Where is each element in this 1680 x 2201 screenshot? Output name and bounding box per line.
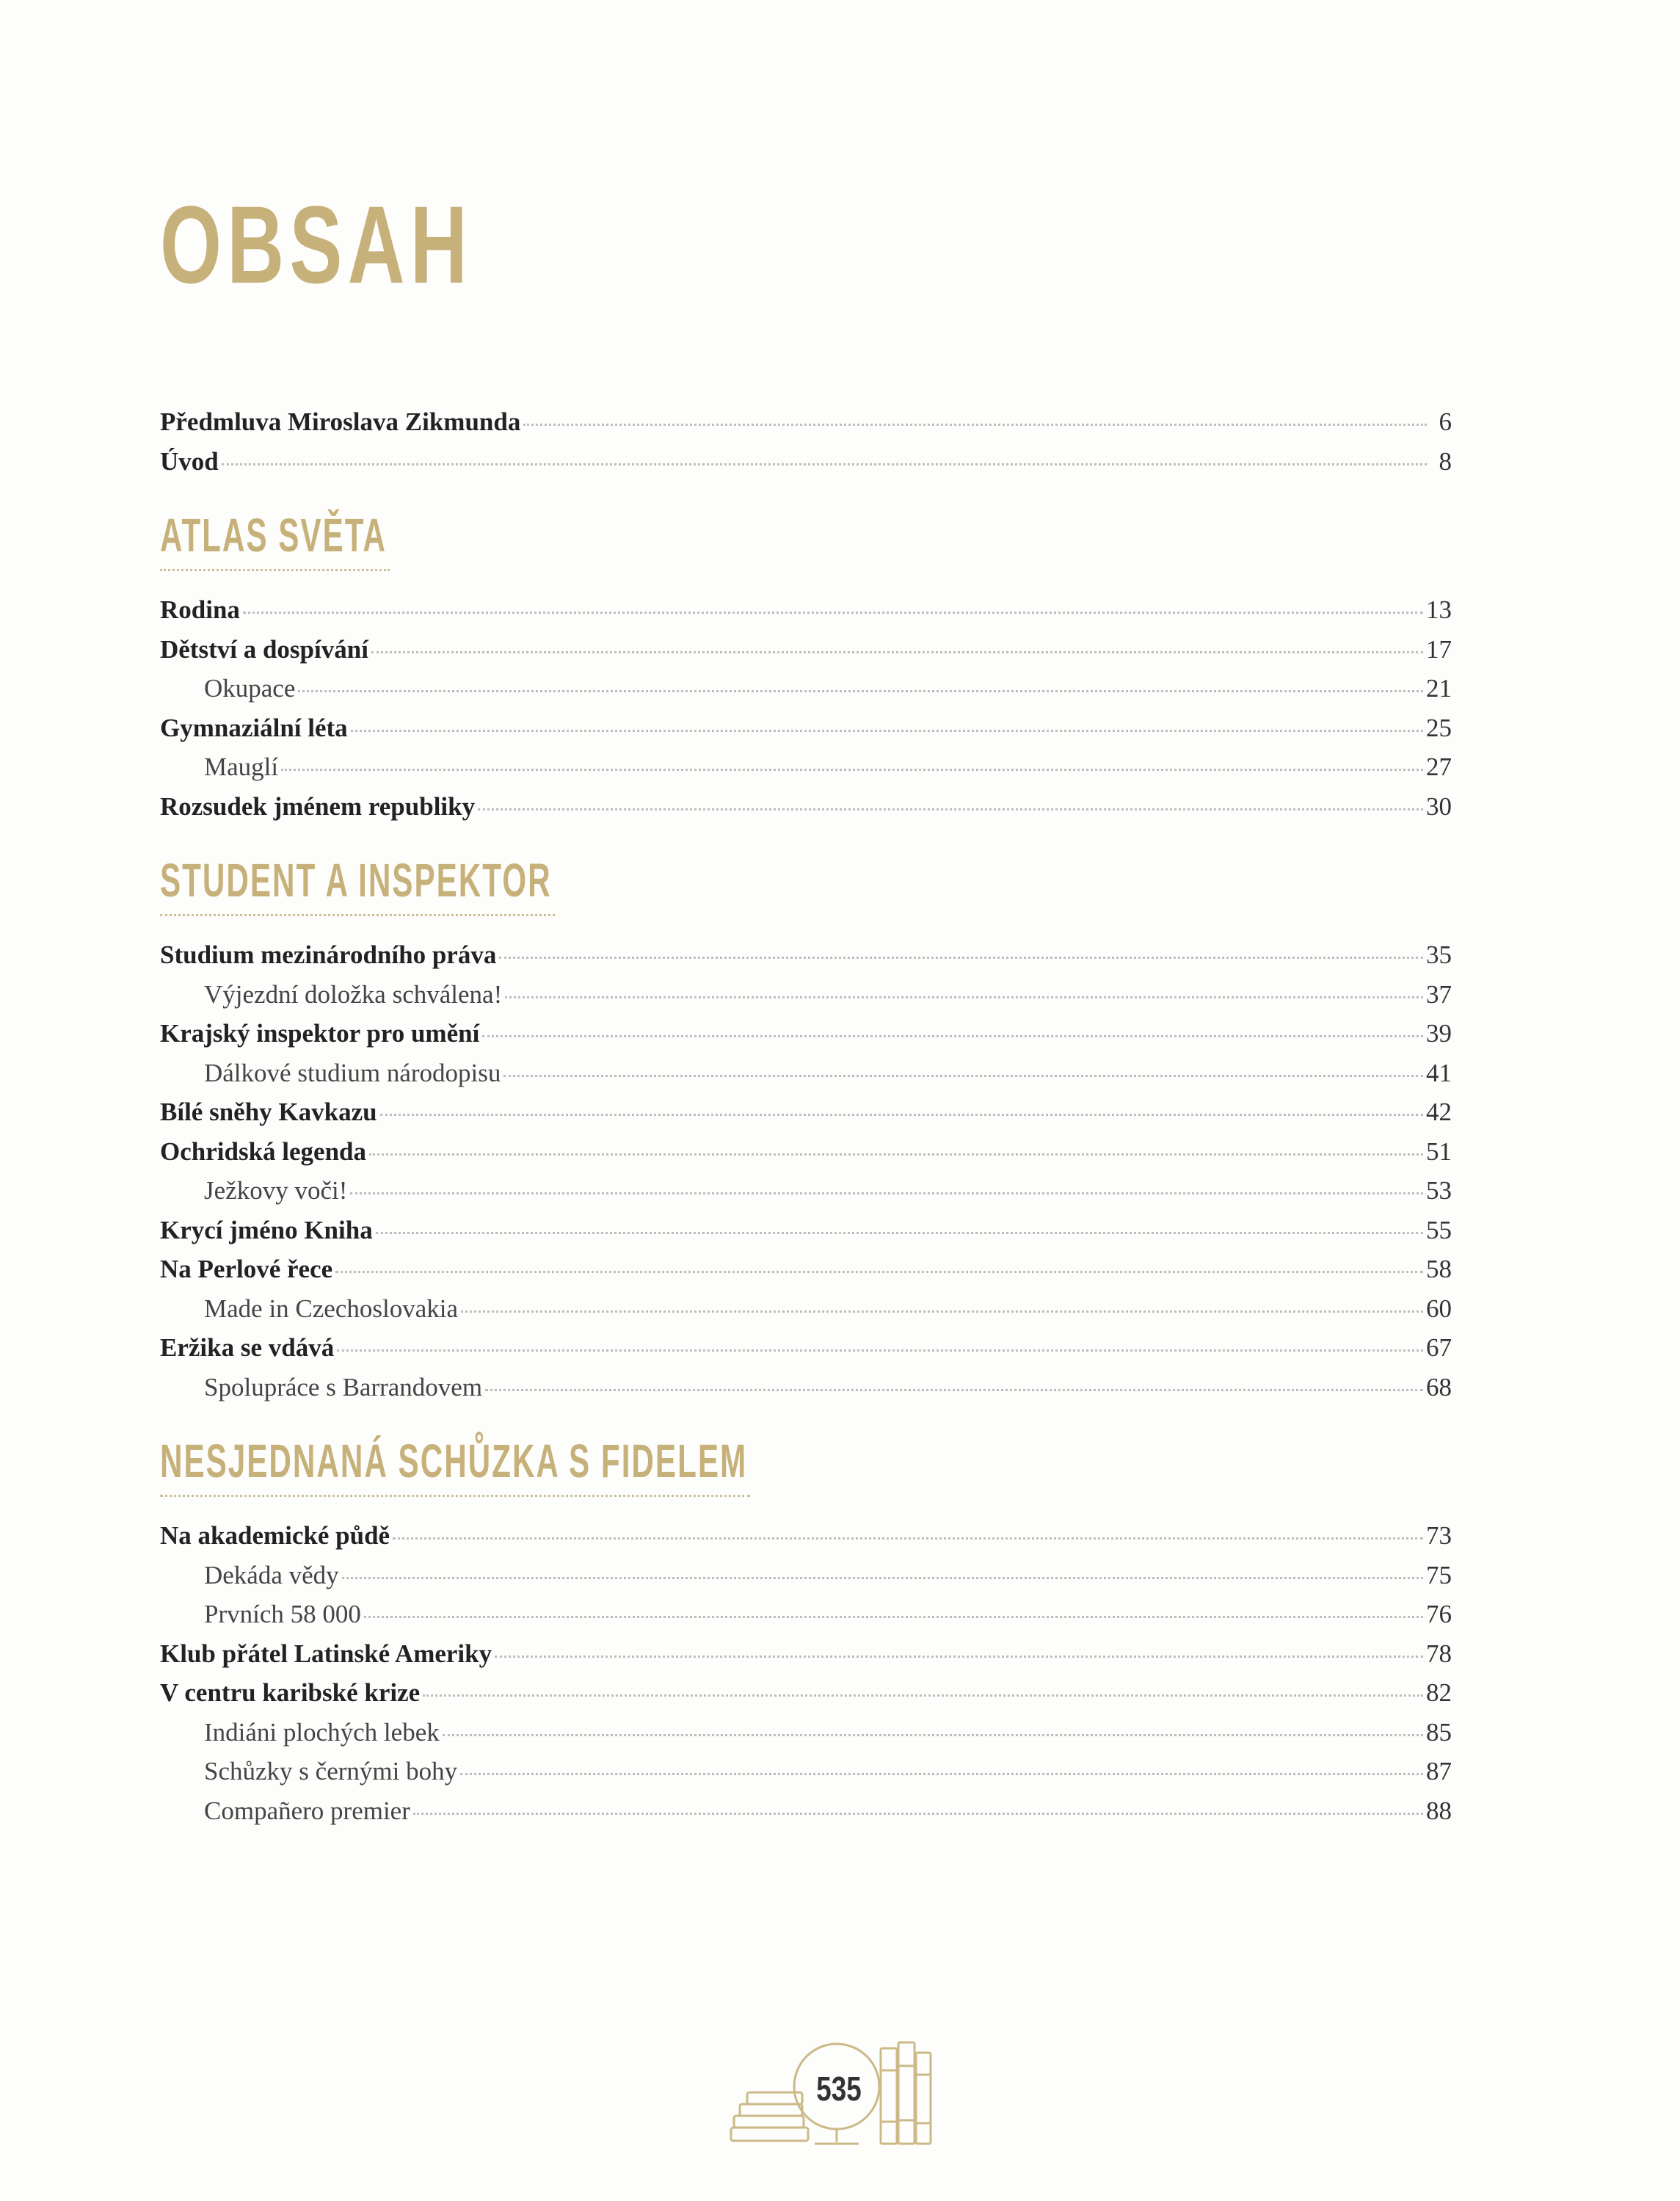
dot-leader [499, 957, 1423, 959]
dot-leader [523, 424, 1427, 426]
toc-entry-title: Bílé sněhy Kavkazu [160, 1098, 377, 1126]
dot-leader [351, 730, 1423, 732]
toc-entry-page: 73 [1426, 1521, 1452, 1550]
section-title: STUDENT A INSPEKTOR [160, 854, 552, 907]
section-header [160, 1435, 1452, 1497]
page-number: 535 [816, 2070, 862, 2108]
toc-entry-page: 75 [1426, 1560, 1452, 1589]
toc-entry[interactable] [160, 1556, 1452, 1595]
toc-entry[interactable] [160, 1171, 1452, 1211]
toc-entry-title: Výjezdní doložka schválena! [204, 979, 503, 1009]
toc-entry-title: Indiáni plochých lebek [204, 1717, 440, 1747]
section-title: NESJEDNANÁ SCHŮZKA S FIDELEM [160, 1435, 748, 1487]
toc-entry[interactable] [160, 1250, 1452, 1289]
toc-entry-page: 27 [1426, 753, 1452, 781]
dot-leader [371, 651, 1423, 653]
dot-leader [376, 1232, 1423, 1234]
section-header [160, 854, 1452, 916]
toc-entry[interactable] [160, 669, 1452, 708]
toc-entry[interactable] [160, 1132, 1452, 1172]
toc-entry-title: Spolupráce s Barrandovem [204, 1372, 483, 1402]
toc-entry-page: 55 [1426, 1215, 1452, 1244]
toc-entry-title: Okupace [204, 674, 296, 703]
toc-entry-title: Mauglí [204, 753, 279, 781]
section-title: ATLAS SVĚTA [160, 509, 387, 562]
toc-entry-page: 30 [1426, 791, 1452, 821]
toc-entry-page: 37 [1426, 979, 1452, 1009]
toc-entry-page: 25 [1426, 713, 1452, 742]
dot-leader [337, 1349, 1423, 1352]
toc-entry-title: Prvních 58 000 [204, 1600, 361, 1628]
dot-leader [364, 1616, 1423, 1618]
toc-entry-title: Krycí jméno Kniha [160, 1215, 373, 1244]
toc-entry-title: Ochridská legenda [160, 1136, 367, 1166]
toc-entry-page: 39 [1426, 1019, 1452, 1048]
dot-leader [342, 1577, 1423, 1579]
toc-entry-title: Na Perlové řece [160, 1255, 333, 1283]
toc-entry[interactable] [160, 1595, 1452, 1634]
dot-leader [505, 996, 1423, 998]
dot-leader [380, 1114, 1423, 1116]
toc-entry-page: 88 [1426, 1796, 1452, 1825]
toc-entry-page: 60 [1426, 1294, 1452, 1323]
dot-leader [423, 1694, 1423, 1697]
dot-leader [495, 1656, 1423, 1658]
toc-entry-page: 35 [1426, 940, 1452, 969]
toc-entry[interactable] [160, 787, 1452, 827]
toc-entry-page: 82 [1426, 1678, 1452, 1707]
toc-entry-title: Ježkovy voči! [204, 1176, 348, 1205]
toc-entry-title: Compañero premier [204, 1796, 410, 1825]
toc-entry-page: 68 [1426, 1372, 1452, 1402]
toc-entry-page: 42 [1426, 1098, 1452, 1126]
toc-entry-title: Dálkové studium národopisu [204, 1058, 501, 1087]
toc-entry-page: 53 [1426, 1176, 1452, 1205]
toc-entry-title: Schůzky s černými bohy [204, 1757, 458, 1785]
toc-entry-page: 13 [1426, 595, 1452, 624]
toc-entry[interactable] [160, 1673, 1452, 1713]
toc-entry-title: Made in Czechoslovakia [204, 1294, 459, 1323]
toc-entry-page: 78 [1426, 1639, 1452, 1668]
toc-entry-title: Gymnaziální léta [160, 713, 348, 742]
toc-entry[interactable] [160, 1791, 1452, 1831]
toc-entry-page: 8 [1439, 446, 1452, 476]
toc-entry[interactable] [160, 1014, 1452, 1054]
dot-leader [478, 808, 1423, 811]
toc-entry-title: Eržika se vdává [160, 1333, 335, 1362]
toc-entry[interactable] [160, 630, 1452, 670]
dot-leader [281, 769, 1423, 771]
dot-leader [298, 690, 1423, 692]
toc-entry[interactable] [160, 975, 1452, 1015]
toc-entry[interactable] [160, 1328, 1452, 1368]
toc-entry-page: 85 [1426, 1717, 1452, 1747]
toc-entry-title: Úvod [160, 446, 219, 476]
toc-entry-page: 21 [1426, 674, 1452, 703]
dot-leader [393, 1537, 1423, 1540]
toc-entry-page: 87 [1426, 1757, 1452, 1785]
toc-entry[interactable] [160, 1211, 1452, 1250]
dot-leader [503, 1075, 1423, 1077]
toc-entry-page: 6 [1439, 407, 1452, 436]
toc-entry-page: 67 [1426, 1333, 1452, 1362]
dot-leader [461, 1310, 1423, 1313]
toc-entry-title: Rodina [160, 595, 240, 624]
dot-leader [460, 1773, 1423, 1775]
toc-entry-title: Dětství a dospívání [160, 634, 368, 664]
section-header [160, 509, 1452, 571]
toc-entry-page: 41 [1426, 1058, 1452, 1087]
toc-entry[interactable] [160, 1713, 1452, 1752]
dot-leader [443, 1734, 1423, 1736]
toc-entry-title: Krajský inspektor pro umění [160, 1019, 480, 1048]
toc-entry[interactable] [160, 1752, 1452, 1791]
toc-entry-page: 51 [1426, 1136, 1452, 1166]
section-rule [160, 914, 555, 916]
dot-leader [222, 463, 1427, 465]
table-of-contents [160, 402, 1452, 1830]
toc-entry[interactable] [160, 747, 1452, 787]
dot-leader [369, 1153, 1423, 1156]
section-rule [160, 1495, 750, 1497]
toc-entry[interactable] [160, 935, 1452, 975]
toc-entry[interactable] [160, 1368, 1452, 1407]
dot-leader [482, 1035, 1423, 1037]
toc-entry-title: V centru karibské krize [160, 1678, 421, 1707]
toc-entry[interactable] [160, 1516, 1452, 1556]
toc-entry-title: Na akademické půdě [160, 1521, 390, 1550]
toc-entry[interactable] [160, 1289, 1452, 1329]
toc-entry[interactable] [160, 590, 1452, 630]
section-rule [160, 569, 390, 571]
dot-leader [485, 1389, 1423, 1391]
toc-entry-title: Rozsudek jménem republiky [160, 791, 476, 821]
toc-entry-title: Klub přátel Latinské Ameriky [160, 1639, 492, 1668]
toc-entry[interactable] [160, 1054, 1452, 1093]
toc-entry[interactable] [160, 1634, 1452, 1674]
toc-entry-title: Studium mezinárodního práva [160, 940, 497, 969]
toc-entry[interactable] [160, 708, 1452, 748]
toc-entry-title: Předmluva Miroslava Zikmunda [160, 407, 521, 436]
toc-entry-page: 58 [1426, 1255, 1452, 1283]
page-title: OBSAH [160, 183, 473, 306]
toc-entry-page: 17 [1426, 634, 1452, 664]
toc-entry-title: Dekáda vědy [204, 1560, 339, 1589]
dot-leader [243, 612, 1423, 614]
dot-leader [413, 1813, 1423, 1815]
dot-leader [350, 1192, 1423, 1194]
dot-leader [335, 1271, 1423, 1273]
toc-entry[interactable] [160, 442, 1452, 482]
toc-entry-page: 76 [1426, 1600, 1452, 1628]
toc-entry[interactable] [160, 402, 1452, 442]
toc-entry[interactable] [160, 1092, 1452, 1132]
